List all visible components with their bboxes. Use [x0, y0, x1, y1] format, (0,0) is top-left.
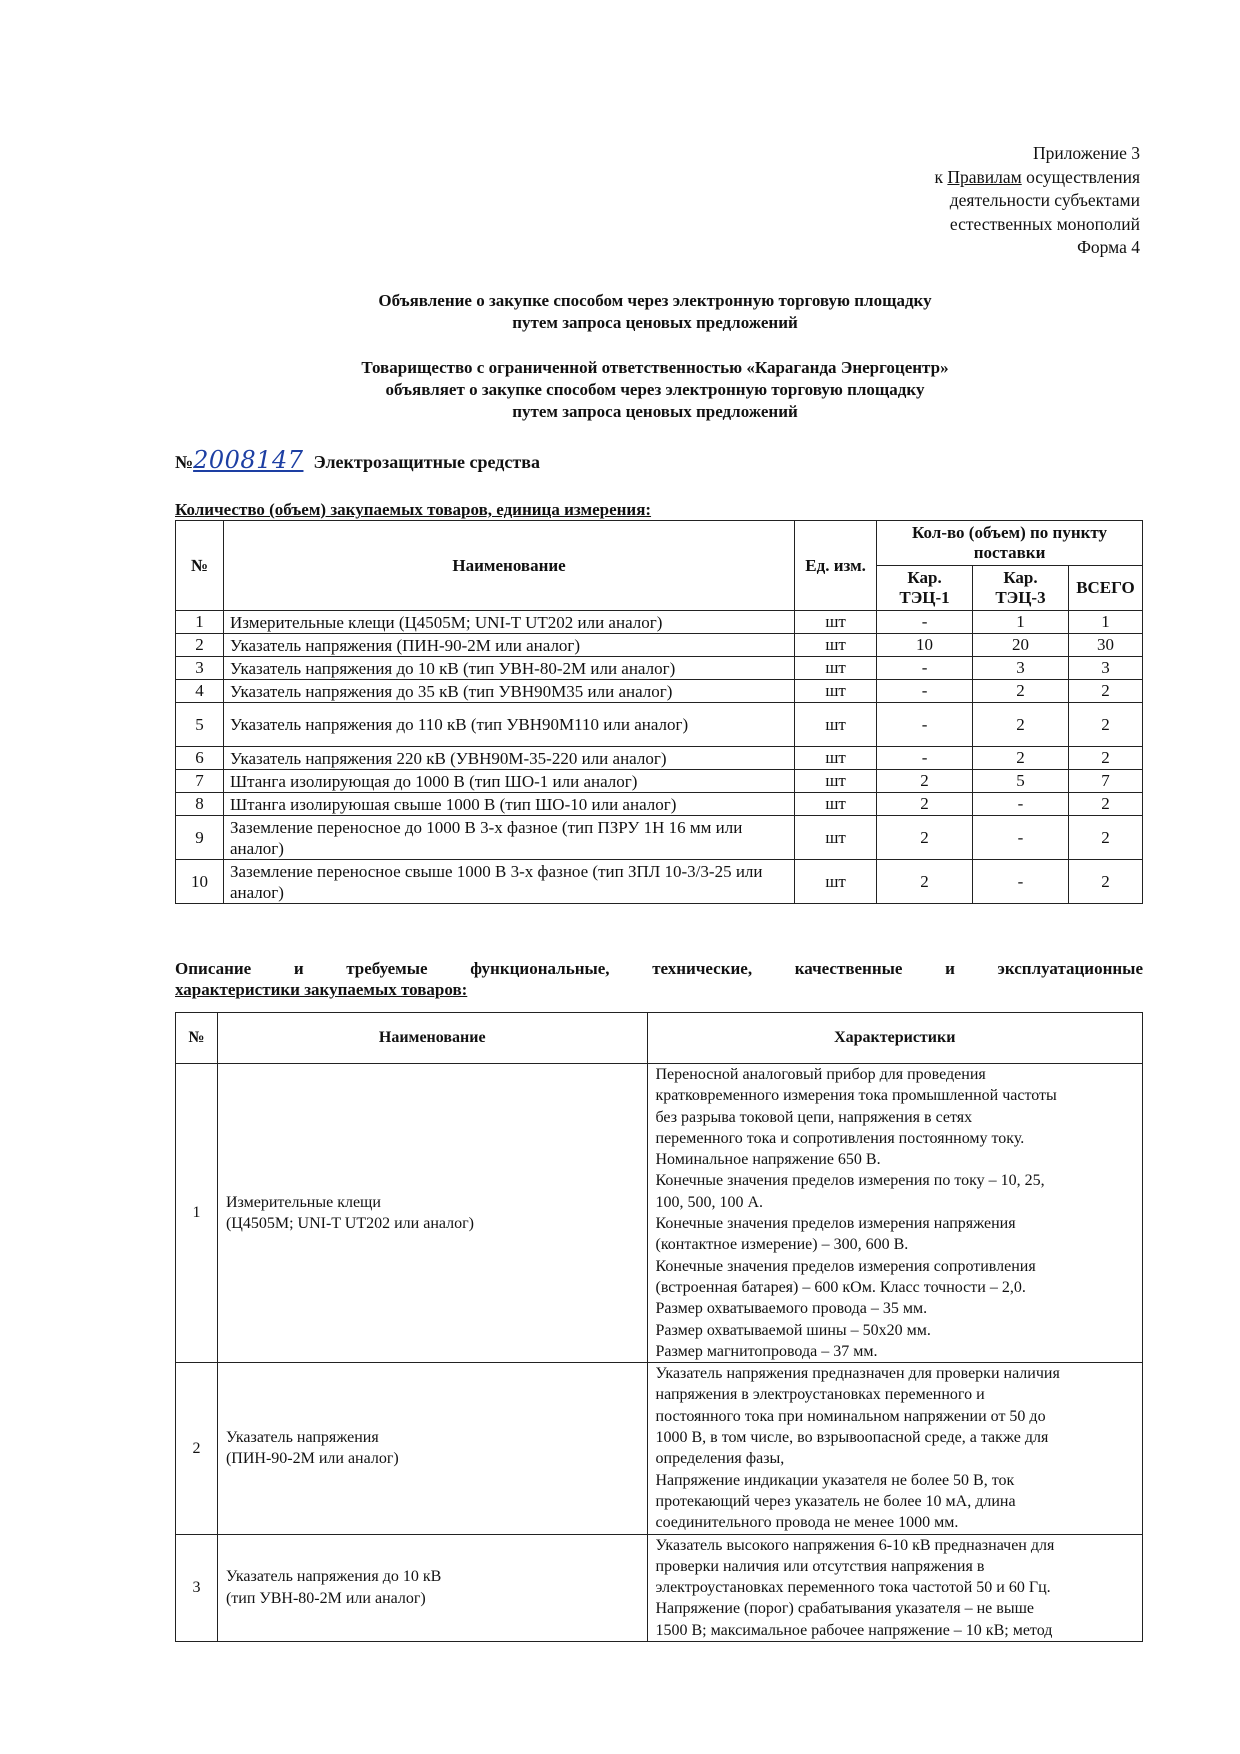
- characteristic-line: Указатель напряжения предназначен для проверки наличия: [655, 1365, 1060, 1383]
- description-section-title: Описание и требуемые функциональные, технические, качественные и эксплуатационные: [175, 959, 1143, 978]
- characteristic-line: Номинальное напряжение 650 В.: [655, 1151, 881, 1169]
- lot-name: Электрозащитные средства: [313, 452, 540, 472]
- row-qty-tec3: -: [973, 860, 1069, 904]
- table-row: [176, 860, 1143, 904]
- row-unit: шт: [795, 634, 877, 657]
- row-qty-tec3: 20: [973, 634, 1069, 657]
- row-name: Заземление переносное свыше 1000 В 3-х фазное (тип ЗПЛ 10-3/3-25 или аналог): [223, 860, 794, 904]
- row-name-line: Указатель напряжения: [225, 1429, 379, 1447]
- row-qty-total: 2: [1068, 860, 1142, 904]
- row-qty-tec3: 2: [973, 703, 1069, 747]
- form-number: Форма 4: [1077, 237, 1140, 257]
- row-number: 6: [176, 747, 224, 770]
- row-qty-tec3: 2: [973, 747, 1069, 770]
- row-name: Указатель напряжения (ПИН-90-2М или аналог): [223, 634, 794, 657]
- row-number: 1: [176, 611, 224, 634]
- row-name: Указатель напряжения 220 кВ (УВН90М-35-220 или аналог): [223, 747, 794, 770]
- characteristic-line: Размер магнитопровода – 37 мм.: [655, 1342, 878, 1360]
- table-row: [176, 793, 1143, 816]
- table-row: [176, 657, 1143, 680]
- row-number: 3: [176, 1534, 218, 1641]
- table-row: [176, 1363, 1143, 1534]
- row-qty-tec1: -: [877, 747, 973, 770]
- row-number: 7: [176, 770, 224, 793]
- appendix-line: естественных монополий: [949, 213, 1140, 234]
- characteristic-line: (встроенная батарея) – 600 кОм. Класс точности – 2,0.: [655, 1278, 1026, 1296]
- col-header-name: Наименование: [223, 521, 794, 611]
- characteristic-line: напряжения в электроустановках переменного и: [655, 1386, 985, 1404]
- row-qty-tec1: -: [877, 657, 973, 680]
- table-row: [176, 747, 1143, 770]
- table-row: [176, 611, 1143, 634]
- table-row: [176, 1534, 1143, 1641]
- row-name: Указатель напряжения до 35 кВ (тип УВН90М35 или аналог): [223, 680, 794, 703]
- characteristic-line: соединительного провода не менее 1000 мм.: [655, 1514, 959, 1532]
- row-qty-tec1: 2: [877, 816, 973, 860]
- row-unit: шт: [795, 747, 877, 770]
- characteristic-line: Размер охватываемой шины – 50х20 мм.: [655, 1321, 931, 1339]
- characteristic-line: (контактное измерение) – 300, 600 В.: [655, 1236, 909, 1254]
- row-number: 9: [176, 816, 224, 860]
- appendix-line: деятельности субъектами: [949, 190, 1140, 210]
- characteristic-line: Переносной аналоговый прибор для проведения: [655, 1066, 986, 1083]
- row-name-line: (Ц4505М; UNI-T UT202 или аналог): [225, 1215, 474, 1233]
- table-row: [176, 816, 1143, 860]
- description-section-subtitle: характеристики закупаемых товаров:: [175, 980, 468, 999]
- row-name: Штанга изолируюшая свыше 1000 В (тип ШО-10 или аналог): [223, 793, 794, 816]
- row-qty-tec3: 1: [973, 611, 1069, 634]
- table-row: [176, 770, 1143, 793]
- characteristic-line: переменного тока и сопротивления постоянному току.: [655, 1129, 1025, 1147]
- row-name: [217, 1064, 647, 1363]
- announcer-block: Товарищество с ограниченной ответственностью «Караганда Энергоцентр» объявляет о закупке способом через электронную торговую площадку путем запроса ценовых предложений: [361, 358, 949, 421]
- row-qty-tec3: 5: [973, 770, 1069, 793]
- row-qty-total: 30: [1068, 634, 1142, 657]
- row-unit: шт: [795, 793, 877, 816]
- row-qty-tec1: -: [877, 611, 973, 634]
- row-qty-total: 2: [1068, 703, 1142, 747]
- row-name: [217, 1363, 647, 1534]
- row-qty-total: 2: [1068, 793, 1142, 816]
- characteristic-line: постоянного тока при номинальном напряжении от 50 до: [655, 1407, 1046, 1425]
- row-qty-tec3: 3: [973, 657, 1069, 680]
- row-name: Штанга изолирующая до 1000 В (тип ШО-1 или аналог): [223, 770, 794, 793]
- characteristic-line: 1000 В, в том числе, во взрывоопасной среде, а также для: [655, 1429, 1049, 1447]
- table-row: [176, 634, 1143, 657]
- rules-link: Правилам: [947, 166, 1022, 187]
- row-name-line: Указатель напряжения до 10 кВ: [225, 1568, 442, 1586]
- characteristic-line: протекающий через указатель не более 10 мА, длина: [655, 1492, 1016, 1510]
- characteristic-line: без разрыва токовой цепи, напряжения в сетях: [655, 1108, 973, 1126]
- row-qty-tec1: 2: [877, 770, 973, 793]
- quantity-table: [175, 520, 1143, 904]
- lot-prefix: №: [175, 452, 194, 472]
- row-qty-total: 2: [1068, 747, 1142, 770]
- row-number: 8: [176, 793, 224, 816]
- table-row: [176, 1064, 1143, 1363]
- col-header-characteristics: Характеристики: [647, 1013, 1143, 1064]
- col-header-no: №: [176, 521, 224, 611]
- row-unit: шт: [795, 816, 877, 860]
- characteristic-line: кратковременного измерения тока промышленной частоты: [655, 1087, 1057, 1105]
- row-number: 2: [176, 634, 224, 657]
- row-number: 4: [176, 680, 224, 703]
- characteristic-line: Напряжение (порог) срабатывания указателя – не выше: [655, 1600, 1034, 1618]
- row-qty-tec3: 2: [973, 680, 1069, 703]
- appendix-line: к Правилам осуществления: [934, 166, 1140, 187]
- col-header-qty-group: Кол-во (объем) по пункту поставки: [877, 521, 1143, 566]
- characteristic-line: 1500 В; максимальное рабочее напряжение – 10 кВ; метод: [655, 1621, 1053, 1639]
- row-qty-total: 2: [1068, 680, 1142, 703]
- row-qty-total: 3: [1068, 657, 1142, 680]
- lot-number-handwritten: 2008147: [193, 446, 304, 474]
- row-name-line: (тип УВН-80-2М или аналог): [225, 1589, 426, 1607]
- row-number: 1: [176, 1064, 218, 1363]
- row-characteristics: [647, 1534, 1143, 1641]
- row-number: 5: [176, 703, 224, 747]
- row-name-line: Измерительные клещи: [225, 1193, 381, 1211]
- characteristic-line: Указатель высокого напряжения 6-10 кВ предназначен для: [655, 1536, 1055, 1554]
- row-unit: шт: [795, 680, 877, 703]
- row-name: Измерительные клещи (Ц4505М; UNI-T UT202 или аналог): [223, 611, 794, 634]
- col-header-unit: Ед. изм.: [795, 521, 877, 611]
- row-qty-tec1: 10: [877, 634, 973, 657]
- table-row: [176, 680, 1143, 703]
- characteristic-line: Размер охватываемого провода – 35 мм.: [655, 1300, 928, 1318]
- row-unit: шт: [795, 657, 877, 680]
- row-qty-total: 1: [1068, 611, 1142, 634]
- lot-line: [175, 446, 540, 474]
- characteristic-line: Напряжение индикации указателя не более 50 В, ток: [655, 1471, 1015, 1489]
- row-characteristics: [647, 1064, 1143, 1363]
- document-title: Объявление о закупке способом через электронную торговую площадку путем запроса ценовых предложений: [378, 291, 932, 332]
- col-header-tec3: Кар. ТЭЦ-3: [973, 566, 1069, 611]
- row-qty-total: 2: [1068, 816, 1142, 860]
- quantity-section-title: Количество (объем) закупаемых товаров, единица измерения:: [175, 500, 652, 519]
- characteristic-line: 100, 500, 100 А.: [655, 1193, 764, 1211]
- characteristic-line: Конечные значения пределов измерения напряжения: [655, 1215, 1016, 1233]
- row-unit: шт: [795, 770, 877, 793]
- table-row: [176, 703, 1143, 747]
- row-qty-total: 7: [1068, 770, 1142, 793]
- col-header-no: №: [176, 1013, 218, 1064]
- characteristics-table: [175, 1012, 1143, 1642]
- appendix-header: [934, 142, 1140, 260]
- row-name-line: (ПИН-90-2М или аналог): [225, 1450, 399, 1468]
- appendix-line: Приложение 3: [1032, 143, 1140, 163]
- characteristic-line: проверки наличия или отсутствия напряжения в: [655, 1557, 985, 1575]
- col-header-name: Наименование: [217, 1013, 647, 1064]
- row-qty-tec3: -: [973, 816, 1069, 860]
- row-qty-tec1: -: [877, 703, 973, 747]
- row-name: Указатель напряжения до 110 кВ (тип УВН90М110 или аналог): [223, 703, 794, 747]
- row-name: Заземление переносное до 1000 В 3-х фазное (тип ПЗРУ 1Н 16 мм или аналог): [223, 816, 794, 860]
- row-unit: шт: [795, 611, 877, 634]
- characteristic-line: Конечные значения пределов измерения сопротивления: [655, 1257, 1036, 1275]
- characteristic-line: определения фазы,: [655, 1450, 785, 1468]
- row-name: [217, 1534, 647, 1641]
- row-qty-tec1: 2: [877, 860, 973, 904]
- row-unit: шт: [795, 860, 877, 904]
- characteristic-line: Конечные значения пределов измерения по току – 10, 25,: [655, 1172, 1045, 1190]
- characteristic-line: электроустановках переменного тока частотой 50 и 60 Гц.: [655, 1579, 1051, 1597]
- row-qty-tec3: -: [973, 793, 1069, 816]
- row-qty-tec1: -: [877, 680, 973, 703]
- col-header-total: ВСЕГО: [1068, 566, 1142, 611]
- row-qty-tec1: 2: [877, 793, 973, 816]
- col-header-tec1: Кар. ТЭЦ-1: [877, 566, 973, 611]
- row-number: 2: [176, 1363, 218, 1534]
- row-number: 3: [176, 657, 224, 680]
- row-name: Указатель напряжения до 10 кВ (тип УВН-80-2М или аналог): [223, 657, 794, 680]
- row-unit: шт: [795, 703, 877, 747]
- row-number: 10: [176, 860, 224, 904]
- row-characteristics: [647, 1363, 1143, 1534]
